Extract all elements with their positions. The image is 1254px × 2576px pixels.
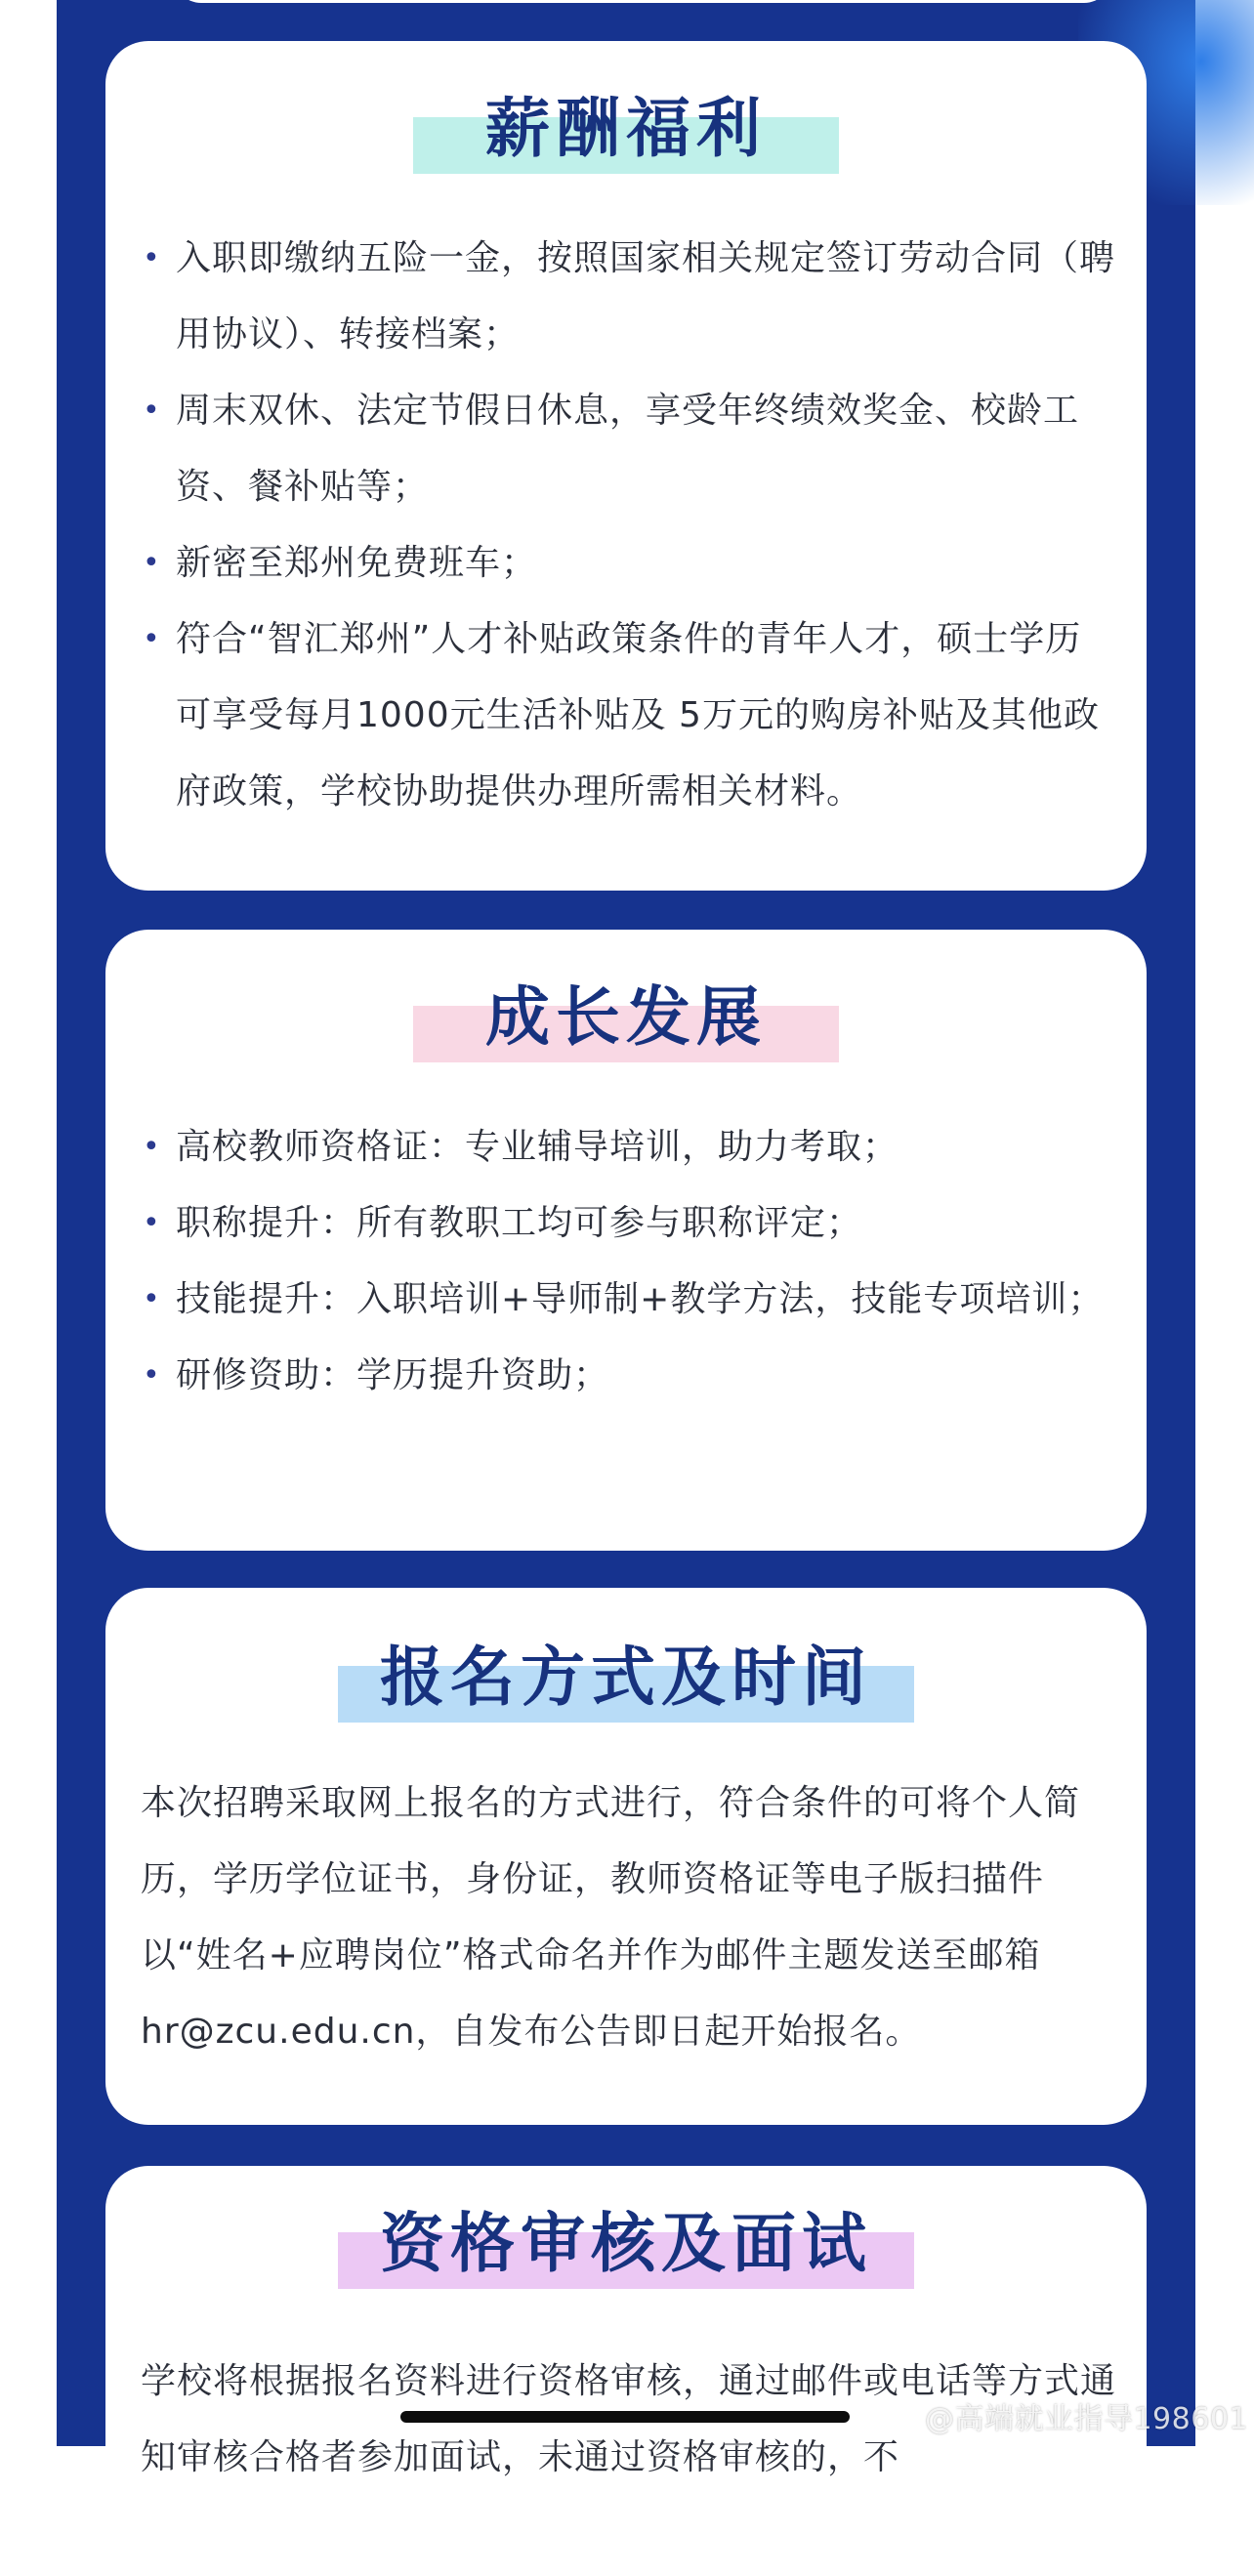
application-card [105, 1588, 1147, 2125]
salary-list [143, 221, 1117, 830]
growth-item-text: 技能提升：入职培训+导师制+教学方法，技能专项培训； [176, 1279, 1105, 1319]
review-text: 学校将根据报名资料进行资格审核，通过邮件或电话等方式通知审核合格者参加面试，未通过资格审核的，不 [141, 2361, 1117, 2477]
salary-item-text: 周末双休、法定节假日休息，享受年终绩效奖金、校龄工资、餐补贴等； [176, 391, 1080, 507]
apply-title: 报名方式及时间 [380, 1640, 872, 1715]
growth-card [105, 930, 1147, 1551]
bullet-icon: • [143, 1282, 161, 1316]
salary-title: 薪酬福利 [485, 91, 767, 166]
salary-item-text: 新密至郑州免费班车； [176, 543, 538, 583]
bullet-icon: • [143, 1206, 161, 1240]
salary-item [143, 525, 1117, 602]
salary-benefits-card [105, 41, 1147, 891]
growth-item [143, 1262, 1117, 1338]
growth-item [143, 1185, 1117, 1262]
growth-item-text: 职称提升：所有教职工均可参与职称评定； [176, 1203, 863, 1243]
apply-text: 本次招聘采取网上报名的方式进行，符合条件的可将个人简历，学历学位证书，身份证，教师资格证等电子版扫描件以“姓名+应聘岗位”格式命名并作为邮件主题发送至邮箱hr@zcu.edu.cn，自发布公告即日起开始报名。 [141, 1783, 1081, 2052]
bullet-icon: • [143, 1130, 161, 1164]
bullet-icon: • [143, 622, 161, 656]
growth-item [143, 1338, 1117, 1414]
review-title-wrap [105, 2205, 1147, 2283]
review-card [105, 2166, 1147, 2576]
bullet-icon: • [143, 1358, 161, 1392]
home-indicator-bar[interactable] [400, 2411, 850, 2423]
salary-item-text: 符合“智汇郑州”人才补贴政策条件的青年人才，硕士学历可享受每月1000元生活补贴及 5万元的购房补贴及其他政府政策，学校协助提供办理所需相关材料。 [176, 619, 1100, 811]
growth-item [143, 1109, 1117, 1185]
bullet-icon: • [143, 394, 161, 428]
review-title: 资格审核及面试 [380, 2206, 872, 2281]
salary-item-text: 入职即缴纳五险一金，按照国家相关规定签订劳动合同（聘用协议）、转接档案； [176, 238, 1116, 354]
salary-title-wrap [105, 90, 1147, 168]
salary-item [143, 373, 1117, 525]
growth-title: 成长发展 [485, 979, 767, 1055]
salary-item [143, 602, 1117, 830]
salary-item [143, 221, 1117, 373]
previous-card-edge [174, 0, 1111, 3]
growth-item-text: 研修资助：学历提升资助； [176, 1355, 610, 1395]
bullet-icon: • [143, 241, 161, 275]
apply-title-wrap [105, 1639, 1147, 1717]
growth-title-wrap [105, 978, 1147, 1057]
growth-list [143, 1109, 1117, 1414]
bullet-icon: • [143, 546, 161, 580]
recruitment-poster [57, 0, 1195, 2477]
watermark-text: @高端就业指导198601 [924, 2402, 1248, 2436]
growth-item-text: 高校教师资格证：专业辅导培训，助力考取； [176, 1127, 899, 1167]
